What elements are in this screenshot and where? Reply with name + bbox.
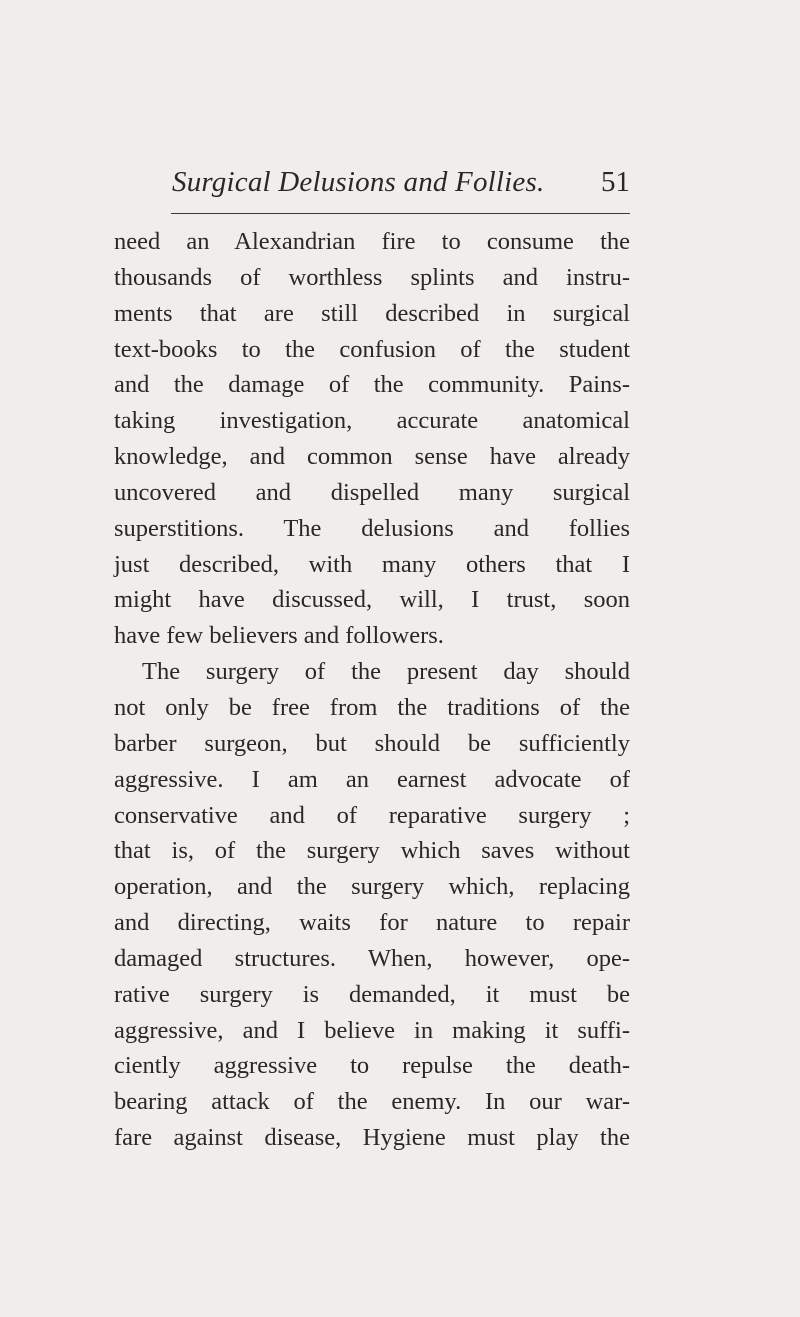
body-text bbox=[114, 224, 630, 1156]
text-line: that is, of the surgery which saves without bbox=[114, 837, 630, 865]
text-line: text-books to the confusion of the student bbox=[114, 335, 630, 363]
text-line: ciently aggressive to repulse the death- bbox=[114, 1052, 630, 1080]
text-line: damaged structures. When, however, ope- bbox=[114, 944, 630, 972]
text-line: knowledge, and common sense have already bbox=[114, 443, 630, 471]
text-line: conservative and of reparative surgery ; bbox=[114, 801, 630, 829]
text-line: taking investigation, accurate anatomical bbox=[114, 407, 630, 435]
text-line: operation, and the surgery which, replacing bbox=[114, 873, 630, 901]
text-line: fare against disease, Hygiene must play the bbox=[114, 1124, 630, 1152]
text-line: bearing attack of the enemy. In our war- bbox=[114, 1088, 630, 1116]
text-line: superstitions. The delusions and follies bbox=[114, 514, 630, 542]
text-line: and directing, waits for nature to repair bbox=[114, 909, 630, 937]
text-line: thousands of worthless splints and instru- bbox=[114, 263, 630, 291]
text-line: need an Alexandrian fire to consume the bbox=[114, 228, 630, 255]
page-number: 51 bbox=[601, 166, 630, 198]
paragraph-start-line: The surgery of the present day should bbox=[142, 658, 630, 686]
text-line: and the damage of the community. Pains- bbox=[114, 371, 630, 399]
text-line: aggressive, and I believe in making it suffi- bbox=[114, 1016, 630, 1044]
text-line: ments that are still described in surgical bbox=[114, 299, 630, 327]
text-line: just described, with many others that I bbox=[114, 550, 630, 578]
running-title: Surgical Delusions and Follies. bbox=[172, 166, 545, 198]
text-line: not only be free from the traditions of the bbox=[114, 693, 630, 721]
text-line: barber surgeon, but should be sufficiently bbox=[114, 729, 630, 757]
text-line: might have discussed, will, I trust, soon bbox=[114, 586, 630, 614]
paragraph-end-line: have few believers and followers. bbox=[114, 622, 444, 650]
text-line: uncovered and dispelled many surgical bbox=[114, 478, 630, 506]
running-head bbox=[172, 164, 630, 200]
header-rule bbox=[171, 213, 630, 214]
text-line: aggressive. I am an earnest advocate of bbox=[114, 765, 630, 793]
text-line: rative surgery is demanded, it must be bbox=[114, 980, 630, 1008]
